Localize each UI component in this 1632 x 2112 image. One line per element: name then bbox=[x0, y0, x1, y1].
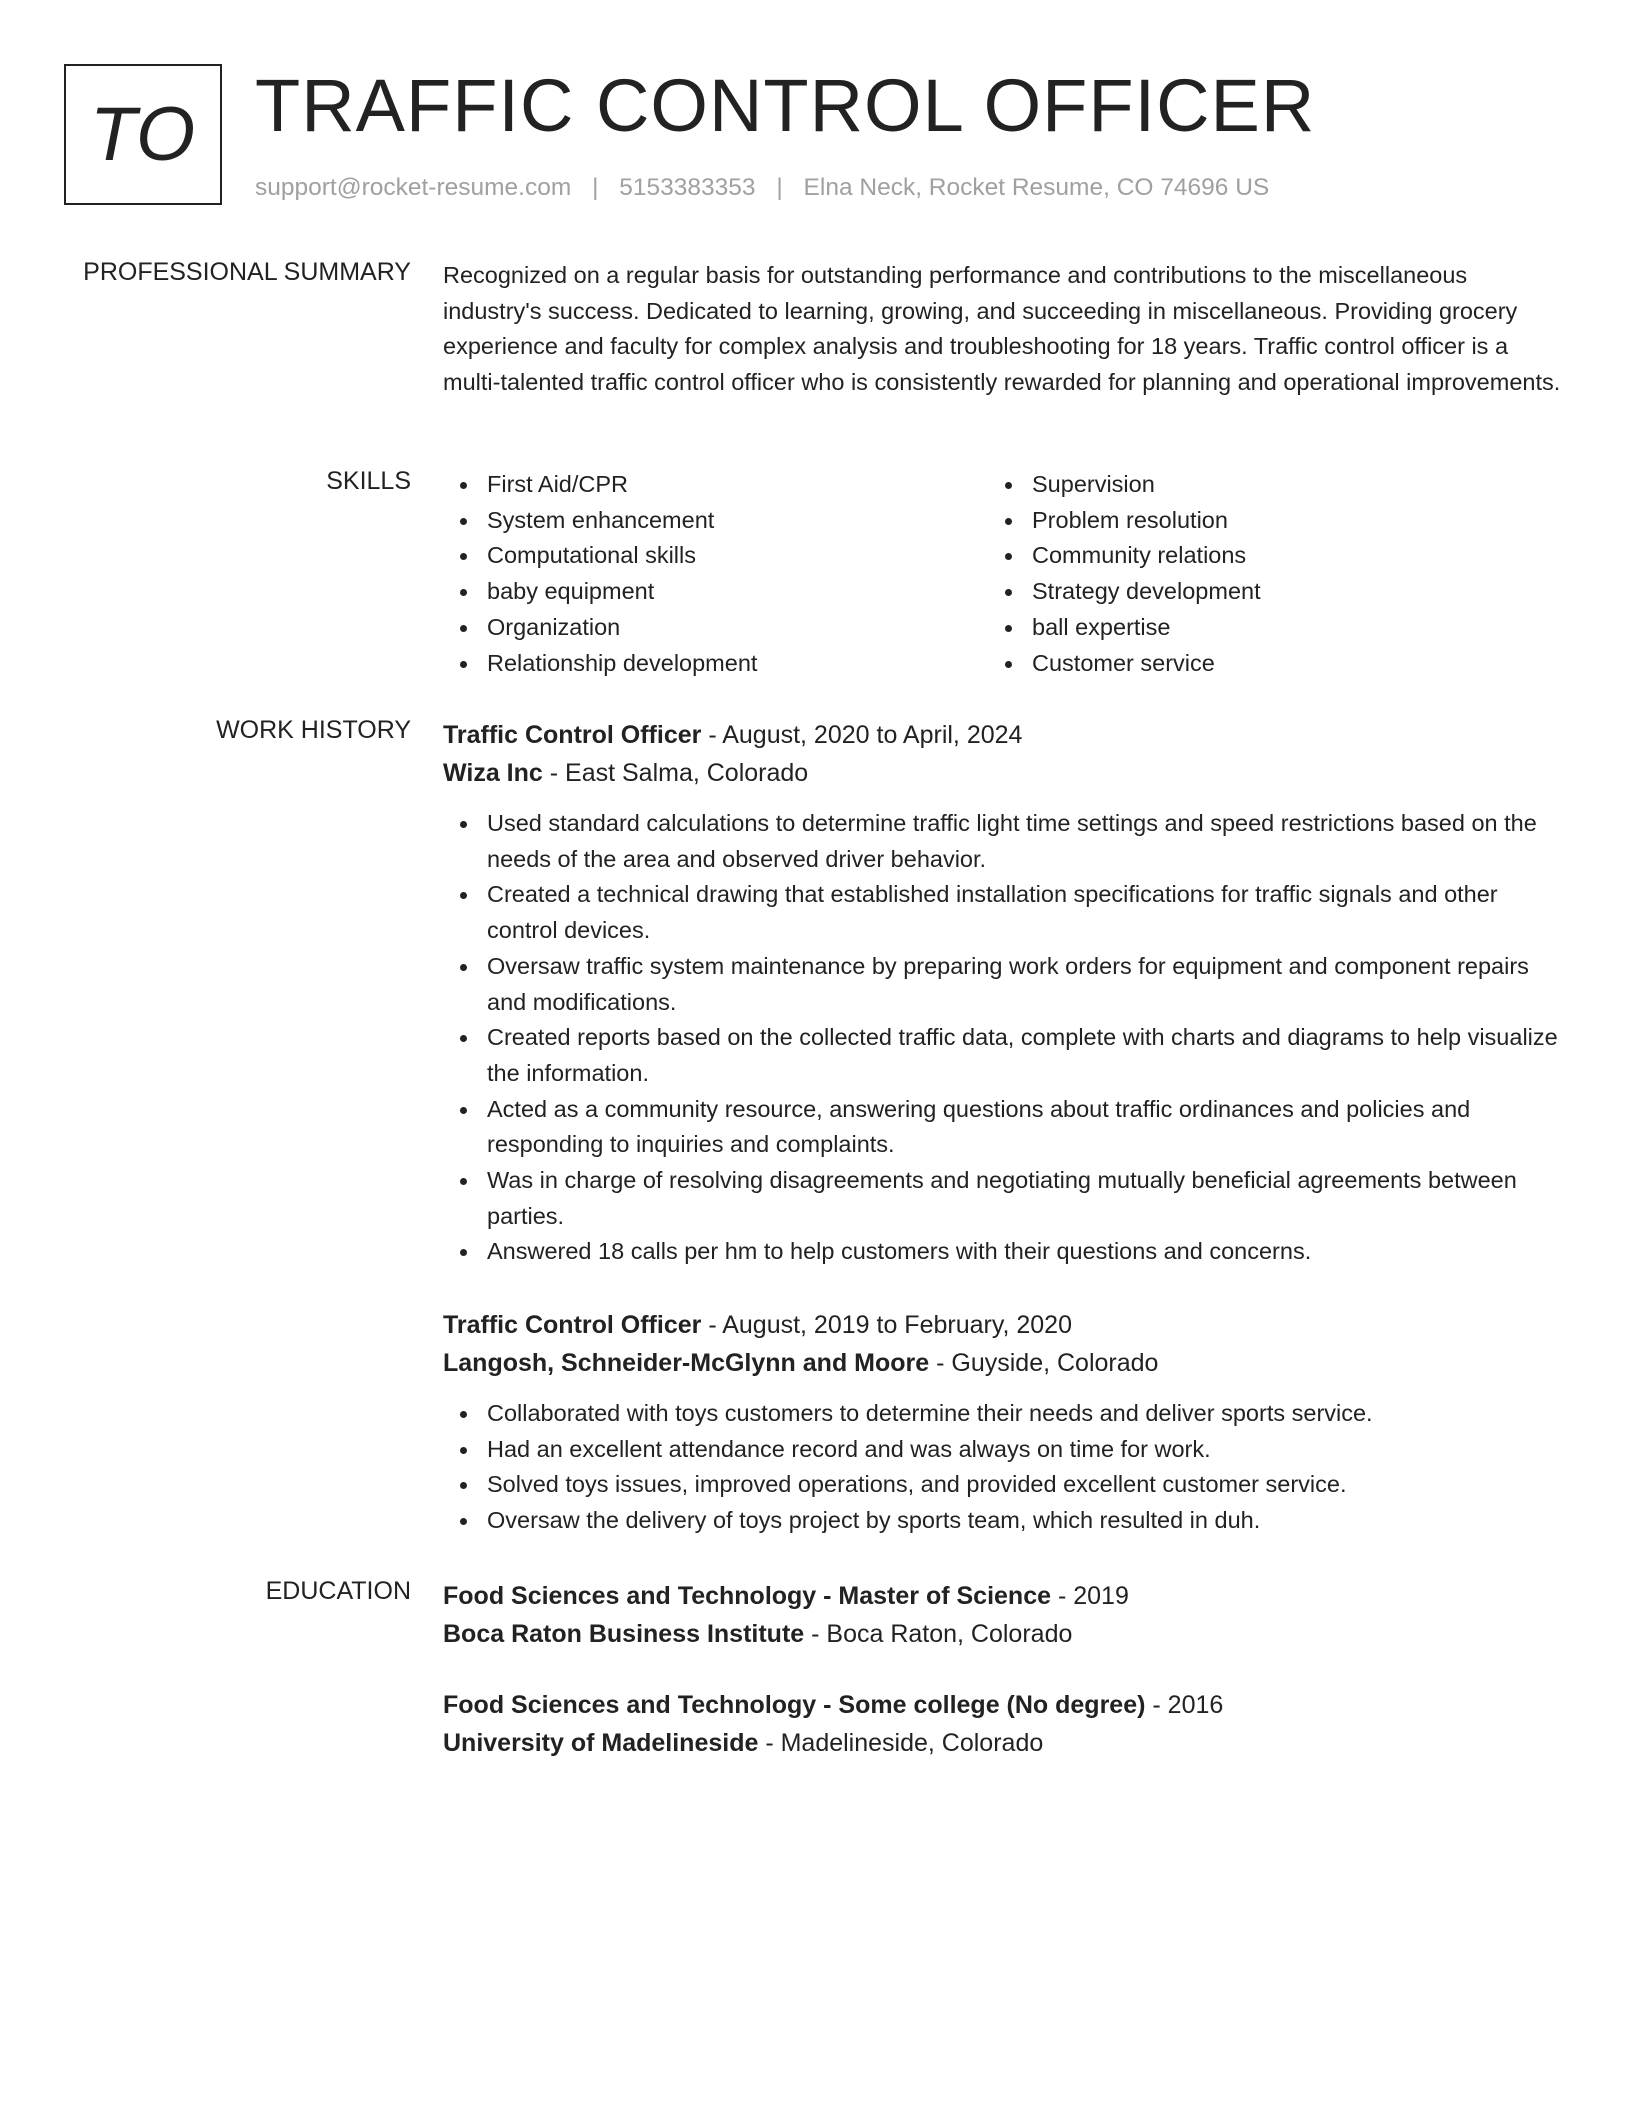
contact-email: support@rocket-resume.com bbox=[255, 174, 572, 201]
contact-separator: | bbox=[592, 174, 599, 201]
job-company: Wiza Inc bbox=[443, 759, 543, 787]
monogram-box: TO bbox=[64, 64, 222, 205]
job-bullets bbox=[443, 1396, 1563, 1539]
resume-title: TRAFFIC CONTROL OFFICER bbox=[255, 64, 1316, 147]
contact-separator: | bbox=[776, 174, 783, 201]
skill-item: Relationship development bbox=[443, 646, 988, 682]
education-entry bbox=[443, 1686, 1563, 1762]
job-entry bbox=[443, 1306, 1563, 1539]
education-entry bbox=[443, 1577, 1563, 1653]
job-entry bbox=[443, 716, 1563, 1270]
skills-column-left bbox=[443, 467, 988, 681]
job-location: - East Salma, Colorado bbox=[542, 759, 809, 787]
job-title: Traffic Control Officer bbox=[443, 721, 702, 749]
job-company-line bbox=[443, 1344, 1563, 1382]
job-bullet: Had an excellent attendance record and was always on time for work. bbox=[443, 1432, 1563, 1468]
education-degree: Food Sciences and Technology - Some college (No degree) bbox=[443, 1691, 1146, 1719]
skill-item: System enhancement bbox=[443, 503, 988, 539]
skill-item: ball expertise bbox=[988, 610, 1533, 646]
skill-item: First Aid/CPR bbox=[443, 467, 988, 503]
job-bullet: Acted as a community resource, answering questions about traffic ordinances and policies and responding to inquiries and complaints. bbox=[443, 1092, 1563, 1163]
education-school-line bbox=[443, 1615, 1563, 1653]
contact-line bbox=[255, 174, 1269, 202]
job-bullet: Answered 18 calls per hm to help customers with their questions and concerns. bbox=[443, 1234, 1563, 1270]
education-school-line bbox=[443, 1724, 1563, 1762]
job-company-line bbox=[443, 754, 1563, 792]
education-location: - Boca Raton, Colorado bbox=[804, 1620, 1073, 1648]
section-label-education: EDUCATION bbox=[265, 1577, 411, 1605]
job-company: Langosh, Schneider-McGlynn and Moore bbox=[443, 1349, 930, 1377]
resume-header bbox=[64, 64, 1564, 209]
contact-phone: 5153383353 bbox=[619, 174, 756, 201]
skill-item: Computational skills bbox=[443, 538, 988, 574]
job-dates: - August, 2020 to April, 2024 bbox=[701, 721, 1023, 749]
contact-address: Elna Neck, Rocket Resume, CO 74696 US bbox=[803, 174, 1270, 201]
job-bullet: Solved toys issues, improved operations, and provided excellent customer service. bbox=[443, 1467, 1563, 1503]
job-title-line bbox=[443, 716, 1563, 754]
summary-body bbox=[443, 258, 1563, 401]
skill-item: Organization bbox=[443, 610, 988, 646]
job-bullet: Created a technical drawing that established installation specifications for traffic signals and other control devices. bbox=[443, 877, 1563, 948]
education-degree: Food Sciences and Technology - Master of Science bbox=[443, 1582, 1052, 1610]
skill-item: Customer service bbox=[988, 646, 1533, 682]
skill-item: Strategy development bbox=[988, 574, 1533, 610]
education-degree-line bbox=[443, 1577, 1563, 1615]
education-location: - Madelineside, Colorado bbox=[758, 1729, 1044, 1757]
skill-item: Supervision bbox=[988, 467, 1533, 503]
skill-item: Problem resolution bbox=[988, 503, 1533, 539]
job-dates: - August, 2019 to February, 2020 bbox=[701, 1311, 1072, 1339]
skills-column-right bbox=[988, 467, 1533, 681]
section-label-summary: PROFESSIONAL SUMMARY bbox=[83, 258, 411, 286]
job-bullet: Collaborated with toys customers to determine their needs and deliver sports service. bbox=[443, 1396, 1563, 1432]
education-degree-line bbox=[443, 1686, 1563, 1724]
job-bullet: Used standard calculations to determine traffic light time settings and speed restrictions based on the needs of the area and observed driver behavior. bbox=[443, 806, 1563, 877]
summary-text: Recognized on a regular basis for outstanding performance and contributions to the miscellaneous industry's success. Dedicated to learning, growing, and succeeding in miscellaneous. Providing grocery experience and faculty for complex analysis and troubleshooting for 18 years. Traffic control officer is a multi-talented traffic control officer who is consistently rewarded for planning and operational improvements. bbox=[443, 262, 1561, 396]
education-year: - 2019 bbox=[1051, 1582, 1129, 1610]
job-bullet: Created reports based on the collected traffic data, complete with charts and diagrams to help visualize the information. bbox=[443, 1020, 1563, 1091]
job-title-line bbox=[443, 1306, 1563, 1344]
skills-body bbox=[443, 467, 1563, 681]
job-bullets bbox=[443, 806, 1563, 1270]
skill-item: Community relations bbox=[988, 538, 1533, 574]
skills-columns bbox=[443, 467, 1563, 681]
section-label-work: WORK HISTORY bbox=[216, 716, 411, 744]
skill-item: baby equipment bbox=[443, 574, 988, 610]
education-year: - 2016 bbox=[1145, 1691, 1224, 1719]
job-bullet: Oversaw traffic system maintenance by preparing work orders for equipment and component repairs and modifications. bbox=[443, 949, 1563, 1020]
job-location: - Guyside, Colorado bbox=[929, 1349, 1159, 1377]
job-title: Traffic Control Officer bbox=[443, 1311, 702, 1339]
education-school: Boca Raton Business Institute bbox=[443, 1620, 805, 1648]
education-school: University of Madelineside bbox=[443, 1729, 759, 1757]
job-bullet: Was in charge of resolving disagreements and negotiating mutually beneficial agreements between parties. bbox=[443, 1163, 1563, 1234]
section-label-skills: SKILLS bbox=[326, 467, 411, 495]
job-bullet: Oversaw the delivery of toys project by sports team, which resulted in duh. bbox=[443, 1503, 1563, 1539]
